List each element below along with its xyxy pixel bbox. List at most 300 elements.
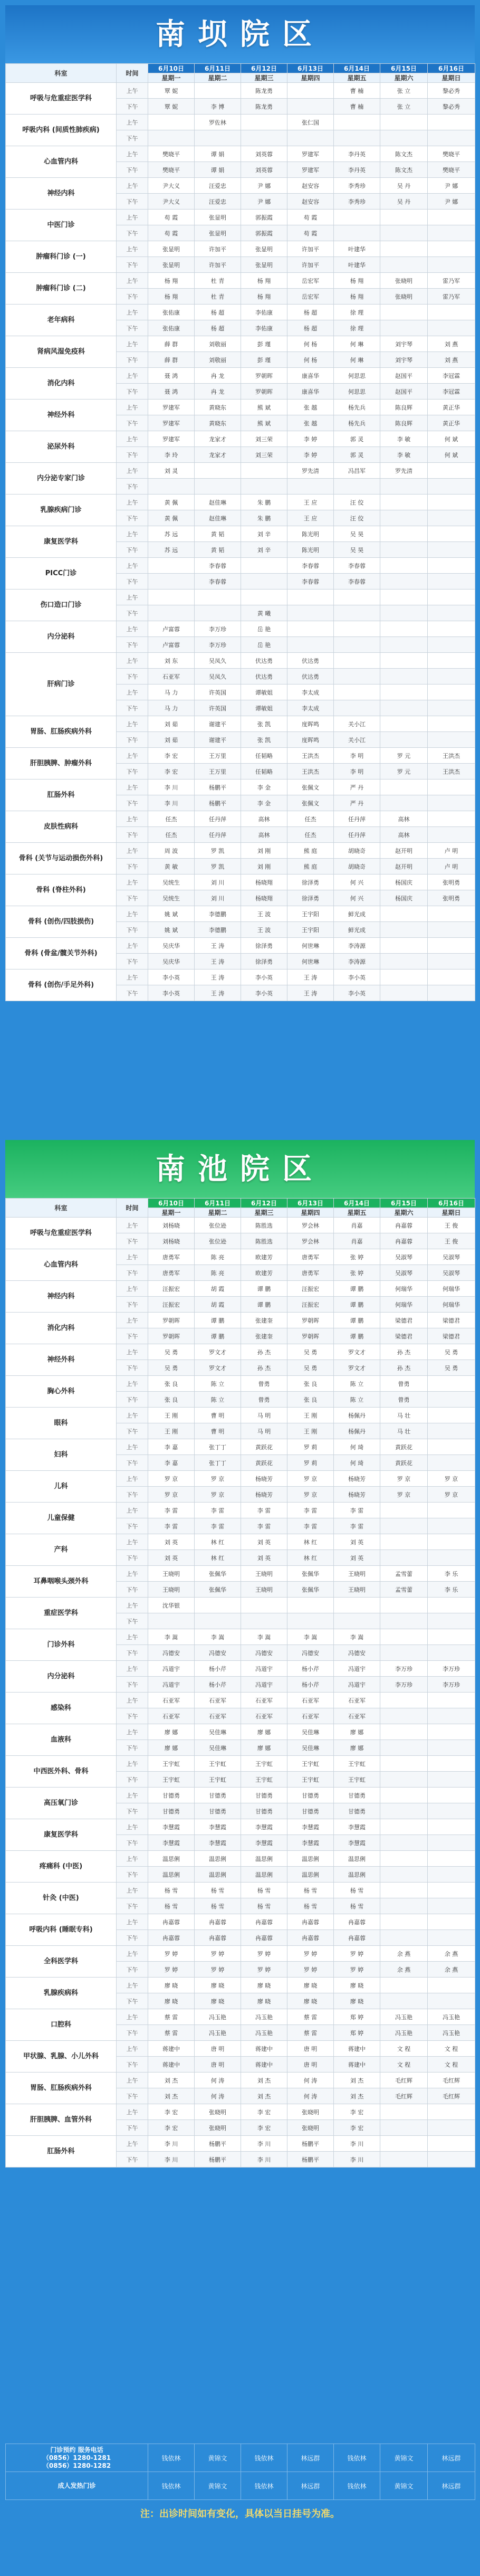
- doctor-cell: 刘 杰: [241, 2073, 287, 2088]
- doctor-cell: 杨佩丹: [334, 1408, 380, 1423]
- department-name: 肛肠外科: [6, 2136, 117, 2168]
- time-slot: 上午: [117, 368, 148, 384]
- doctor-cell: 温思俐: [334, 1851, 380, 1867]
- doctor-cell: [380, 1788, 428, 1803]
- time-slot: 上午: [117, 874, 148, 890]
- doctor-cell: 廖 晓: [148, 1978, 195, 1993]
- time-slot: 下午: [117, 2120, 148, 2136]
- doctor-cell: 张佑康: [148, 320, 195, 336]
- department-name: 消化内科: [6, 1313, 117, 1344]
- doctor-cell: 余 燕: [380, 1962, 428, 1978]
- doctor-cell: 马 力: [148, 685, 195, 700]
- doctor-cell: 任丹萍: [195, 827, 241, 843]
- department-name: 针灸 (中医): [6, 1883, 117, 1914]
- time-slot: 下午: [117, 1962, 148, 1978]
- doctor-cell: 杨晓芳: [334, 1487, 380, 1503]
- doctor-cell: [428, 1645, 475, 1661]
- doctor-cell: 唐 明: [195, 2041, 241, 2057]
- doctor-cell: 石亚军: [241, 1708, 287, 1724]
- doctor-cell: 张 立: [380, 99, 428, 115]
- doctor-cell: 李 嵩: [334, 1629, 380, 1645]
- doctor-cell: 苟 霞: [148, 210, 195, 225]
- doctor-cell: 李 雷: [287, 1518, 334, 1534]
- doctor-cell: 熊 庭: [287, 859, 334, 874]
- doctor-cell: 徐泽勇: [287, 890, 334, 906]
- doctor-cell: 汪振宏: [148, 1281, 195, 1297]
- date-header: 6月15日: [380, 1199, 428, 1208]
- doctor-cell: 温思俐: [148, 1851, 195, 1867]
- doctor-cell: 李 嵩: [287, 1629, 334, 1645]
- time-slot: 下午: [117, 447, 148, 463]
- schedule-row: [6, 273, 475, 289]
- doctor-cell: [380, 2104, 428, 2120]
- doctor-cell: 罗 凯: [195, 843, 241, 859]
- doctor-cell: 王 波: [241, 922, 287, 938]
- doctor-cell: 王洪杰: [428, 764, 475, 780]
- doctor-cell: 李 雷: [241, 1503, 287, 1518]
- doctor-cell: 张 婷: [334, 1265, 380, 1281]
- weekday-header: 星期日: [428, 1208, 475, 1218]
- time-slot: 上午: [117, 1534, 148, 1550]
- doctor-cell: 吴淑琴: [428, 1265, 475, 1281]
- time-slot: 下午: [117, 1645, 148, 1661]
- doctor-cell: 蔡 雷: [287, 2025, 334, 2041]
- doctor-cell: 罗 婷: [241, 1946, 287, 1962]
- doctor-cell: 李 雷: [241, 1518, 287, 1534]
- doctor-cell: 王晓明: [334, 1566, 380, 1582]
- doctor-cell: 刘 英: [148, 1534, 195, 1550]
- doctor-cell: 王宇虹: [334, 1756, 380, 1772]
- doctor-cell: 赵国平: [380, 368, 428, 384]
- time-slot: 上午: [117, 590, 148, 605]
- time-slot: 下午: [117, 922, 148, 938]
- doctor-cell: [380, 1930, 428, 1946]
- doctor-cell: [334, 700, 380, 716]
- schedule-row: [6, 2104, 475, 2120]
- doctor-cell: 李春蓉: [195, 558, 241, 574]
- doctor-cell: 杨晓翔: [241, 890, 287, 906]
- doctor-cell: [380, 795, 428, 811]
- doctor-cell: 唐勇军: [287, 1265, 334, 1281]
- doctor-cell: [428, 700, 475, 716]
- doctor-cell: 廖 晓: [195, 1978, 241, 1993]
- time-slot: 下午: [117, 1328, 148, 1344]
- doctor-cell: 高林: [241, 827, 287, 843]
- doctor-cell: [380, 257, 428, 273]
- doctor-cell: 郑 婷: [334, 2025, 380, 2041]
- doctor-cell: [241, 479, 287, 495]
- doctor-cell: 廖 晓: [241, 1978, 287, 1993]
- doctor-cell: 李德鹏: [195, 906, 241, 922]
- doctor-cell: 欧建芳: [241, 1249, 287, 1265]
- time-slot: 上午: [117, 1629, 148, 1645]
- doctor-cell: 罗建军: [148, 431, 195, 447]
- doctor-cell: [380, 700, 428, 716]
- doctor-cell: 张显明: [148, 241, 195, 257]
- doctor-cell: 吴佳琳: [287, 1740, 334, 1756]
- weekday-header: 星期五: [334, 1208, 380, 1218]
- doctor-cell: 张 越: [287, 415, 334, 431]
- doctor-cell: 鲜光成: [334, 922, 380, 938]
- doctor-cell: 樊晓平: [148, 162, 195, 178]
- doctor-cell: 王 应: [287, 495, 334, 510]
- doctor-cell: 何 兴: [334, 874, 380, 890]
- department-name: 口腔科: [6, 2009, 117, 2041]
- department-name: 康复医学科: [6, 1819, 117, 1851]
- doctor-cell: [380, 938, 428, 954]
- time-slot: 上午: [117, 1946, 148, 1962]
- doctor-cell: 李冠霖: [428, 384, 475, 400]
- doctor-cell: 冉嘉蓉: [195, 1930, 241, 1946]
- doctor-cell: 岳宏军: [287, 289, 334, 305]
- schedule-row: [6, 1819, 475, 1835]
- schedule-row: [6, 621, 475, 637]
- doctor-cell: 马 壮: [380, 1408, 428, 1423]
- time-slot: 下午: [117, 605, 148, 621]
- doctor-cell: 罗 元: [380, 764, 428, 780]
- doctor-cell: [428, 827, 475, 843]
- doctor-cell: [195, 605, 241, 621]
- schedule-row: [6, 938, 475, 954]
- doctor-cell: 王宇虹: [241, 1772, 287, 1788]
- time-slot: 下午: [117, 1265, 148, 1281]
- schedule-row: [6, 1693, 475, 1708]
- doctor-cell: 马 明: [241, 1408, 287, 1423]
- doctor-cell: 杨 超: [287, 305, 334, 320]
- doctor-cell: [428, 115, 475, 130]
- doctor-cell: 张 立: [380, 83, 428, 99]
- date-header: 6月14日: [334, 64, 380, 73]
- doctor-cell: [380, 2152, 428, 2168]
- doctor-cell: [148, 479, 195, 495]
- department-name: 骨科 (骨盆/髋关节外科): [6, 938, 117, 969]
- doctor-cell: 张 良: [148, 1376, 195, 1392]
- department-name: 甲状腺、乳腺、小儿外科: [6, 2041, 117, 2073]
- schedule-row: [6, 1756, 475, 1772]
- doctor-cell: 文 程: [428, 2057, 475, 2073]
- doctor-cell: 赵安容: [287, 178, 334, 194]
- doctor-cell: [380, 526, 428, 542]
- doctor-cell: 陈良辉: [380, 400, 428, 415]
- doctor-cell: 谢建平: [195, 716, 241, 732]
- hotline-cell: [6, 2444, 148, 2472]
- doctor-cell: [380, 716, 428, 732]
- doctor-cell: 杨 雪: [241, 1898, 287, 1914]
- doctor-cell: 王宇虹: [334, 1772, 380, 1788]
- doctor-cell: [380, 210, 428, 225]
- doctor-cell: 谭 鹏: [334, 1328, 380, 1344]
- time-slot: 上午: [117, 2104, 148, 2120]
- doctor-cell: 吴淑琴: [380, 1249, 428, 1265]
- doctor-cell: 蔡 雷: [148, 2025, 195, 2041]
- time-slot: 上午: [117, 1819, 148, 1835]
- doctor-cell: 严 丹: [334, 795, 380, 811]
- doctor-cell: 樊晓平: [428, 146, 475, 162]
- doctor-cell: 张明勇: [428, 874, 475, 890]
- doctor-cell: 陈龙勇: [241, 83, 287, 99]
- doctor-cell: 杨鹏平: [287, 2152, 334, 2168]
- doctor-cell: 徐泽勇: [241, 938, 287, 954]
- doctor-cell: [380, 574, 428, 590]
- department-name: 中医门诊: [6, 210, 117, 241]
- doctor-cell: 刘杨晓: [148, 1233, 195, 1249]
- doctor-cell: [287, 99, 334, 115]
- time-slot: 上午: [117, 843, 148, 859]
- doctor-cell: [428, 1408, 475, 1423]
- doctor-cell: 李 川: [148, 780, 195, 795]
- doctor-cell: 刘 川: [195, 890, 241, 906]
- department-name: 骨科 (创伤/手足外科): [6, 969, 117, 1001]
- doctor-cell: [428, 574, 475, 590]
- doctor-cell: 王 波: [241, 906, 287, 922]
- doctor-cell: [428, 732, 475, 748]
- doctor-cell: 温思俐: [334, 1867, 380, 1883]
- doctor-cell: 苟 霞: [148, 225, 195, 241]
- time-slot: 上午: [117, 1788, 148, 1803]
- doctor-cell: 罗佐林: [195, 115, 241, 130]
- time-slot: 下午: [117, 130, 148, 146]
- doctor-cell: [428, 1693, 475, 1708]
- doctor-cell: 杨小芹: [195, 1677, 241, 1693]
- doctor-cell: [428, 1788, 475, 1803]
- doctor-cell: [148, 130, 195, 146]
- doctor-cell: 黄 韬: [195, 526, 241, 542]
- doctor-cell: 李丹英: [334, 162, 380, 178]
- doctor-cell: 吴佳琳: [195, 1740, 241, 1756]
- doctor-cell: 苟 霞: [287, 210, 334, 225]
- doctor-cell: [428, 938, 475, 954]
- time-slot: 上午: [117, 210, 148, 225]
- doctor-cell: 黄 佩: [148, 510, 195, 526]
- doctor-cell: 冯玉艳: [241, 2025, 287, 2041]
- time-slot: 下午: [117, 954, 148, 969]
- department-name: 乳腺疾病科: [6, 1978, 117, 2009]
- doctor-cell: 杨 超: [195, 320, 241, 336]
- doctor-cell: 杨小芹: [287, 1677, 334, 1693]
- doctor-cell: 李 乐: [428, 1582, 475, 1598]
- doctor-cell: 冯玉艳: [241, 2009, 287, 2025]
- doctor-cell: 王宇虹: [148, 1772, 195, 1788]
- doctor-cell: [334, 225, 380, 241]
- schedule-row: [6, 526, 475, 542]
- doctor-cell: 汪振宏: [287, 1297, 334, 1313]
- schedule-row: [6, 1629, 475, 1645]
- doctor-cell: 李小英: [241, 969, 287, 985]
- department-name: 内分泌专家门诊: [6, 463, 117, 495]
- doctor-cell: 杨 雪: [195, 1883, 241, 1898]
- fever-doctor: 林远群: [428, 2444, 475, 2472]
- doctor-cell: 罗 元: [380, 748, 428, 764]
- doctor-cell: 刘 茹: [148, 732, 195, 748]
- doctor-cell: 王晓明: [148, 1582, 195, 1598]
- doctor-cell: 王万里: [195, 748, 241, 764]
- doctor-cell: 蒋建中: [148, 2057, 195, 2073]
- doctor-cell: 黄 敏: [148, 859, 195, 874]
- doctor-cell: 杨 雪: [195, 1898, 241, 1914]
- weekday-header: 星期六: [380, 1208, 428, 1218]
- schedule-row: [6, 1249, 475, 1265]
- doctor-cell: 黄跃花: [380, 1439, 428, 1455]
- time-slot: 下午: [117, 320, 148, 336]
- doctor-cell: 龙家才: [195, 431, 241, 447]
- doctor-cell: 张佩华: [195, 1582, 241, 1598]
- doctor-cell: 樊晓平: [148, 146, 195, 162]
- doctor-cell: [334, 669, 380, 685]
- time-slot: 下午: [117, 1708, 148, 1724]
- doctor-cell: 罗 京: [148, 1471, 195, 1487]
- doctor-cell: 张晓明: [287, 2104, 334, 2120]
- doctor-cell: 李万珍: [428, 1661, 475, 1677]
- doctor-cell: 高林: [380, 811, 428, 827]
- doctor-cell: 李慧霞: [148, 1819, 195, 1835]
- doctor-cell: [334, 621, 380, 637]
- doctor-cell: 张晓明: [195, 2104, 241, 2120]
- doctor-cell: 李 博: [195, 99, 241, 115]
- schedule-row: [6, 1471, 475, 1487]
- doctor-cell: 薛 群: [148, 352, 195, 368]
- doctor-cell: [380, 558, 428, 574]
- doctor-cell: [287, 1598, 334, 1613]
- doctor-cell: 薛 群: [148, 336, 195, 352]
- doctor-cell: 李 嘉: [148, 1439, 195, 1455]
- schedule-row: [6, 368, 475, 384]
- doctor-cell: [428, 1914, 475, 1930]
- doctor-cell: 石亚军: [287, 1693, 334, 1708]
- doctor-cell: 李 金: [241, 780, 287, 795]
- time-slot: 下午: [117, 415, 148, 431]
- time-slot: 下午: [117, 2088, 148, 2104]
- doctor-cell: [380, 985, 428, 1001]
- doctor-cell: [241, 1613, 287, 1629]
- doctor-cell: [428, 1898, 475, 1914]
- doctor-cell: 张显明: [241, 241, 287, 257]
- doctor-cell: 李慧霞: [195, 1819, 241, 1835]
- doctor-cell: 何思思: [334, 368, 380, 384]
- time-slot: 下午: [117, 1677, 148, 1693]
- doctor-cell: 刘 英: [334, 1550, 380, 1566]
- time-slot: 下午: [117, 2057, 148, 2073]
- fever-doctor: 钱依林: [148, 2472, 195, 2500]
- department-name: 门诊外科: [6, 1629, 117, 1661]
- doctor-cell: 石亚军: [287, 1708, 334, 1724]
- doctor-cell: 聂 鸿: [148, 384, 195, 400]
- doctor-cell: [428, 210, 475, 225]
- doctor-cell: 李春蓉: [195, 574, 241, 590]
- date-header: 6月15日: [380, 64, 428, 73]
- doctor-cell: 唐勇军: [148, 1249, 195, 1265]
- department-name: 骨科 (创伤/四肢损伤): [6, 906, 117, 938]
- doctor-cell: [380, 685, 428, 700]
- date-header: 6月13日: [287, 1199, 334, 1208]
- doctor-cell: 王 涛: [195, 938, 241, 954]
- doctor-cell: 何 兴: [334, 890, 380, 906]
- doctor-cell: 王宇虹: [195, 1772, 241, 1788]
- doctor-cell: 杨 雪: [334, 1883, 380, 1898]
- doctor-cell: [148, 605, 195, 621]
- doctor-cell: [148, 558, 195, 574]
- doctor-cell: 李 嵩: [195, 1629, 241, 1645]
- doctor-cell: 冉嘉蓉: [241, 1930, 287, 1946]
- schedule-row: [6, 716, 475, 732]
- doctor-cell: 余 燕: [428, 1946, 475, 1962]
- doctor-cell: 谭 鹏: [195, 1313, 241, 1328]
- doctor-cell: [380, 305, 428, 320]
- doctor-cell: 吴 丹: [380, 178, 428, 194]
- time-slot: 上午: [117, 273, 148, 289]
- doctor-cell: 刘 刚: [241, 843, 287, 859]
- doctor-cell: 罗 京: [195, 1471, 241, 1487]
- doctor-cell: 刘 杰: [148, 2088, 195, 2104]
- doctor-cell: 黄跃花: [241, 1439, 287, 1455]
- doctor-cell: 刘 杰: [241, 2088, 287, 2104]
- doctor-cell: 罗建军: [148, 415, 195, 431]
- doctor-cell: 李 雷: [148, 1503, 195, 1518]
- doctor-cell: 廖 娜: [241, 1740, 287, 1756]
- doctor-cell: 黄 佩: [148, 495, 195, 510]
- department-name: 中西医外科、骨科: [6, 1756, 117, 1788]
- doctor-cell: [380, 637, 428, 653]
- time-slot: 上午: [117, 748, 148, 764]
- doctor-cell: 任杰: [287, 827, 334, 843]
- doctor-cell: 李 婷: [287, 447, 334, 463]
- doctor-cell: 罗朝晖: [148, 1313, 195, 1328]
- doctor-cell: 关小江: [334, 716, 380, 732]
- doctor-cell: 李 雷: [148, 1518, 195, 1534]
- doctor-cell: 陈 亮: [195, 1249, 241, 1265]
- doctor-cell: 谭 鹏: [241, 1297, 287, 1313]
- doctor-cell: [334, 653, 380, 669]
- doctor-cell: 王万里: [195, 764, 241, 780]
- doctor-cell: 冉嘉蓉: [148, 1930, 195, 1946]
- time-slot: 上午: [117, 526, 148, 542]
- doctor-cell: 樊晓平: [428, 162, 475, 178]
- doctor-cell: 尹 娜: [241, 194, 287, 210]
- schedule-row: [6, 1439, 475, 1455]
- doctor-cell: 罗文才: [334, 1344, 380, 1360]
- doctor-cell: 李涛源: [334, 938, 380, 954]
- doctor-cell: 谭 娟: [195, 146, 241, 162]
- doctor-cell: 李 雷: [287, 1503, 334, 1518]
- doctor-cell: 杨 翔: [241, 289, 287, 305]
- schedule-row: [6, 400, 475, 415]
- doctor-cell: 林 红: [287, 1534, 334, 1550]
- doctor-cell: 李 雷: [334, 1503, 380, 1518]
- doctor-cell: 廖 娜: [334, 1724, 380, 1740]
- doctor-cell: 黎必秀: [428, 83, 475, 99]
- department-name: 肾病风湿免疫科: [6, 336, 117, 368]
- doctor-cell: 高林: [241, 811, 287, 827]
- doctor-cell: 杨 翔: [334, 273, 380, 289]
- schedule-row: [6, 1788, 475, 1803]
- doctor-cell: 岳 艳: [241, 621, 287, 637]
- doctor-cell: 吴庆华: [148, 938, 195, 954]
- doctor-cell: 彭 瑾: [241, 336, 287, 352]
- doctor-cell: 熊 斌: [241, 400, 287, 415]
- time-slot: 下午: [117, 795, 148, 811]
- doctor-cell: [428, 1423, 475, 1439]
- date-header: 6月16日: [428, 1199, 475, 1208]
- time-header: 时间: [117, 64, 148, 83]
- doctor-cell: [334, 590, 380, 605]
- schedule-row: [6, 146, 475, 162]
- doctor-cell: 谭 鹏: [334, 1281, 380, 1297]
- hotline-label: 门诊预约 服务电话: [50, 2446, 103, 2454]
- hotline-number: （0856）1280-1281: [42, 2454, 111, 2461]
- doctor-cell: 梁德君: [428, 1328, 475, 1344]
- schedule-row: [6, 178, 475, 194]
- doctor-cell: 梁德君: [380, 1313, 428, 1328]
- schedule-row: [6, 336, 475, 352]
